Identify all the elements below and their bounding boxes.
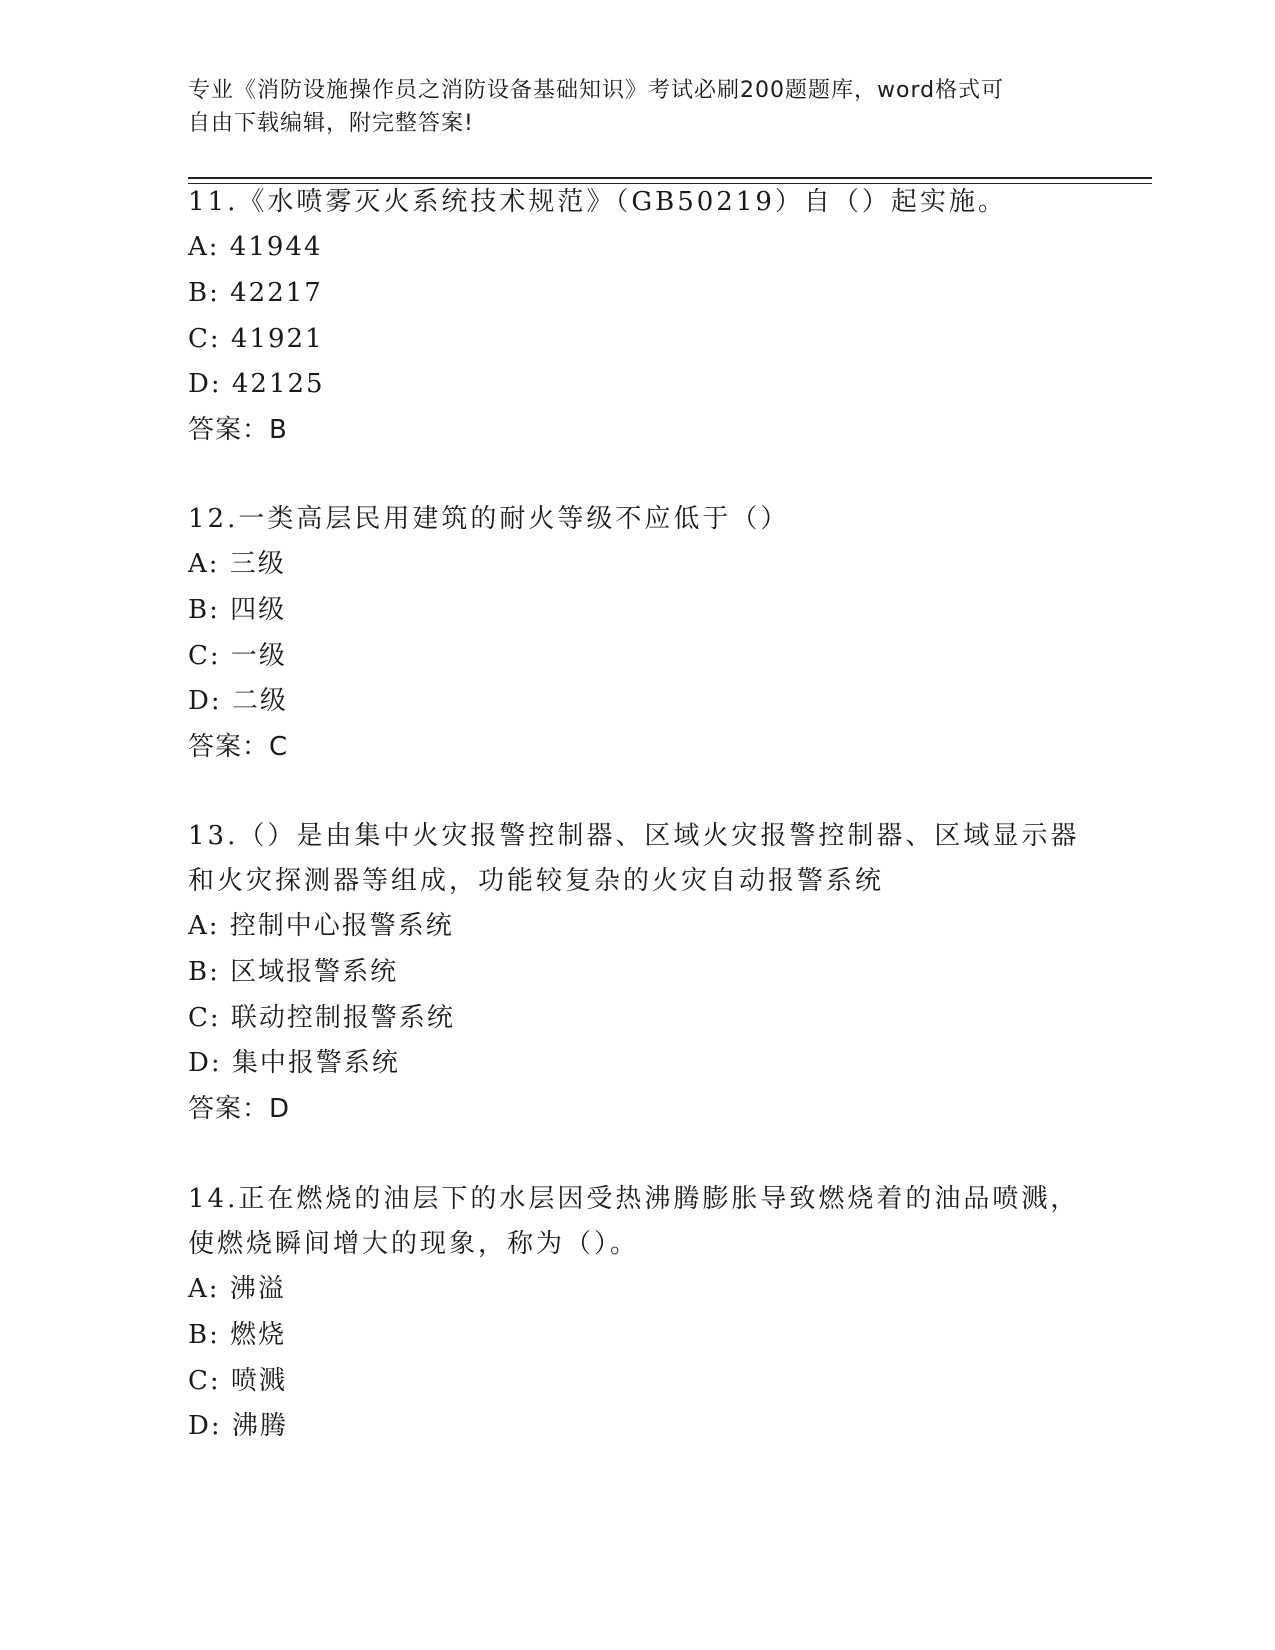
header-line-2: 自由下载编辑，附完整答案! <box>188 111 474 136</box>
option-d: D: 二级 <box>188 686 288 717</box>
option-b: B: 四级 <box>188 594 287 625</box>
option-a: A: 沸溢 <box>188 1274 286 1304</box>
option-b: B: 燃烧 <box>188 1319 287 1350</box>
question-stem: 11.《水喷雾灭火系统技术规范》（GB50219）自（）起实施。 <box>188 187 1007 217</box>
option-d: D: 集中报警系统 <box>188 1048 400 1079</box>
option-c: C: 41921 <box>188 323 324 354</box>
option-c: C: 联动控制报警系统 <box>188 1002 455 1033</box>
answer: 答案：B <box>188 415 288 446</box>
question-stem-line-2: 使燃烧瞬间增大的现象，称为（）。 <box>188 1229 640 1259</box>
header-line-1: 专业《消防设施操作员之消防设备基础知识》考试必刷200题题库，word格式可 <box>188 78 1005 103</box>
question-stem: 12.一类高层民用建筑的耐火等级不应低于（） <box>188 504 790 534</box>
question-11 <box>188 180 1088 454</box>
question-stem-line-1: 14.正在燃烧的油层下的水层因受热沸腾膨胀导致燃烧着的油品喷溅， <box>188 1184 1080 1214</box>
question-stem-line-1: 13.（）是由集中火灾报警控制器、区域火灾报警控制器、区域显示器 <box>188 821 1080 851</box>
option-d: D: 42125 <box>188 369 325 400</box>
document-header <box>188 74 1088 140</box>
question-14 <box>188 1177 1088 1450</box>
option-c: C: 喷溅 <box>188 1365 287 1396</box>
option-d: D: 沸腾 <box>188 1411 288 1442</box>
option-c: C: 一级 <box>188 640 287 671</box>
option-b: B: 区域报警系统 <box>188 956 399 987</box>
option-b: B: 42217 <box>188 277 323 308</box>
question-13 <box>188 814 1088 1133</box>
question-12 <box>188 497 1088 771</box>
question-stem-line-2: 和火灾探测器等组成，功能较复杂的火灾自动报警系统 <box>188 866 885 896</box>
option-a: A: 41944 <box>188 232 323 262</box>
answer: 答案：D <box>188 1094 291 1125</box>
option-a: A: 控制中心报警系统 <box>188 911 454 941</box>
option-a: A: 三级 <box>188 549 286 579</box>
answer: 答案：C <box>188 732 289 763</box>
header-divider <box>188 177 1152 179</box>
